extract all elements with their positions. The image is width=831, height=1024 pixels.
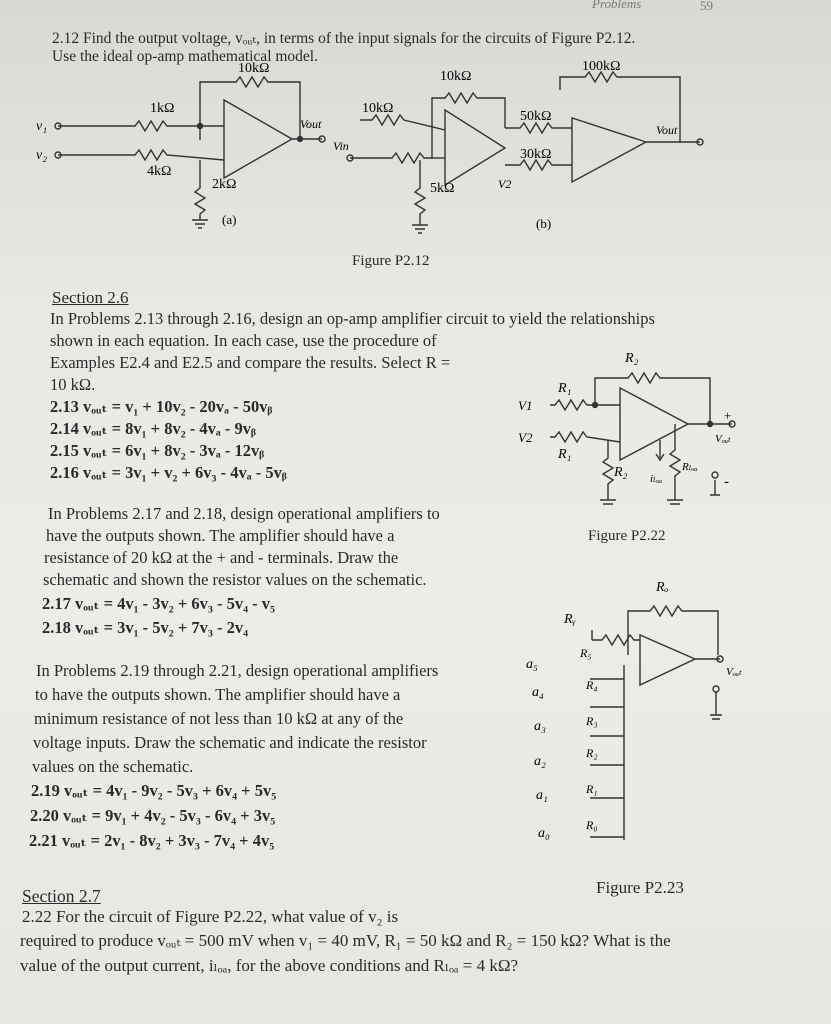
fig222-vout-label: Vₒᵤₜ (715, 433, 731, 445)
fig-b-rin-label: 10kΩ (362, 101, 394, 116)
figure-p2-23 (520, 575, 770, 875)
p217-intro-3: resistance of 20 kΩ at the + and - terminals. Draw the (44, 548, 399, 567)
fig223-input-a1: a₁ (536, 788, 548, 803)
fig-b-vout-label: Vout (656, 123, 678, 137)
fig223-vout-label: Vₒᵤₜ (726, 666, 742, 678)
section-2-7-title: Section 2.7 (22, 886, 101, 906)
fig223-input-a0: a₀ (538, 826, 550, 841)
problem-2-22-line3: value of the output current, iₗₒₐ⁤, for the above conditions and Rₗₒₐ⁤ = 4 kΩ? (20, 956, 519, 975)
fig-b-r30-label: 30kΩ (520, 147, 552, 162)
section-2-6-title: Section 2.6 (52, 288, 129, 307)
equation-2-20: 2.20 vₒᵤₜ = 9v₁ + 4v₂ - 5v₃ - 6v₄ + 3v₅ (30, 806, 276, 825)
equation-2-15: 2.15 vₒᵤₜ = 6v₁ + 8v₂ - 3vₐ - 12vᵦ (50, 441, 265, 460)
fig-a-sublabel: (a) (222, 212, 237, 227)
fig223-rf-label: Rₒ (656, 580, 669, 595)
sec26-intro-1: In Problems 2.13 through 2.16, design an op-amp amplifier circuit to yield the relationships (50, 309, 655, 328)
fig-a-r1-label: 1kΩ (150, 101, 175, 116)
problem-2-22-line1: 2.22 For the circuit of Figure P2.22, what value of v₂ is (22, 907, 399, 926)
fig222-iload-label: iₗₒₐ⁤ (650, 473, 663, 485)
fig222-minus-label: - (724, 474, 729, 490)
fig-b-sublabel: (b) (536, 216, 552, 231)
fig-a-v1-label: v₁ (36, 119, 48, 134)
fig222-v1-label: V1 (518, 398, 533, 413)
equation-2-18: 2.18 vₒᵤₜ = 3v₁ - 5v₂ + 7v₃ - 2v₄ (42, 618, 249, 637)
fig222-rload-label: Rₗₒₐ⁤ (682, 461, 698, 473)
p219-intro-4: voltage inputs. Draw the schematic and indicate the resistor (33, 733, 427, 752)
problem-2-12-line2: Use the ideal op-amp mathematical model. (52, 48, 318, 65)
fig223-ry-label: Rᵧ (564, 612, 576, 627)
fig223-input-a3: a₃ (534, 719, 546, 734)
fig-b-rf1-label: 10kΩ (440, 69, 472, 84)
fig-a-rf-label: 10kΩ (238, 61, 270, 76)
fig-a-vout-label: Vout (300, 117, 322, 131)
fig-a-v2-label: v₂ (36, 148, 48, 163)
fig222-r2b-label: R₂ (614, 465, 628, 480)
figure-p2-12-caption: Figure P2.12 (352, 253, 430, 269)
fig-b-rf2-label: 100kΩ (582, 60, 621, 74)
equation-2-14: 2.14 vₒᵤₜ = 8v₁ + 8v₂ - 4vₐ - 9vᵦ (50, 419, 256, 438)
problem-2-22-line2: required to produce vₒᵤₜ = 500 mV when v₁ = 40 mV, R₁ = 50 kΩ and R₂ = 150 kΩ? What is the (20, 931, 671, 950)
equation-2-13: 2.13 vₒᵤₜ = v₁ + 10v₂ - 20vₐ - 50vᵦ (50, 397, 273, 416)
running-title: Problems (592, 0, 642, 11)
equation-2-19: 2.19 vₒᵤₜ = 4v₁ - 9v₂ - 5v₃ + 6v₄ + 5v₅ (31, 781, 277, 800)
fig223-r3-label: R₃ (586, 714, 598, 728)
sec26-intro-3: Examples E2.4 and E2.5 and compare the results. Select R = (50, 353, 451, 372)
figure-p2-12 (0, 60, 831, 260)
p219-intro-3: minimum resistance of not less than 10 kΩ at any of the (34, 709, 404, 728)
fig222-r1b-label: R₁ (558, 447, 572, 462)
p219-intro-5: values on the schematic. (32, 757, 194, 776)
fig-a-r2-label: 4kΩ (147, 164, 172, 179)
sec26-intro-4: 10 kΩ. (50, 375, 96, 394)
fig222-plus-label: + (724, 408, 732, 423)
fig223-r0-label: R₀ (586, 818, 598, 832)
fig223-r4-label: R₄ (586, 678, 598, 692)
problem-2-12-line1: 2.12 Find the output voltage, vₒᵤₜ, in terms of the input signals for the circuits of Figure P2.12. (52, 30, 636, 47)
fig223-r2-label: R₂ (586, 746, 598, 760)
p217-intro-2: have the outputs shown. The amplifier should have a (46, 526, 395, 545)
fig-b-r50-label: 50kΩ (520, 109, 552, 124)
p217-intro-1: In Problems 2.17 and 2.18, design operational amplifiers to (48, 504, 440, 523)
figure-p2-22 (510, 340, 750, 525)
fig222-r1a-label: R₁ (558, 381, 572, 396)
figure-p2-23-caption: Figure P2.23 (596, 878, 684, 897)
fig222-r2-label: R₂ (625, 351, 639, 366)
fig-b-rg-label: 5kΩ (430, 181, 455, 196)
equation-2-17: 2.17 vₒᵤₜ = 4v₁ - 3v₂ + 6v₃ - 5v₄ - v₅ (42, 594, 275, 613)
p219-intro-1: In Problems 2.19 through 2.21, design operational amplifiers (36, 661, 439, 680)
fig223-r1-label: R₁ (586, 782, 598, 796)
fig222-v2-label: V2 (518, 430, 533, 445)
fig223-r5-label: R₅ (580, 646, 592, 660)
figure-p2-22-caption: Figure P2.22 (588, 528, 666, 544)
fig-a-r3-label: 2kΩ (212, 177, 237, 192)
fig-b-v2-label: V2 (498, 177, 512, 191)
equation-2-16: 2.16 vₒᵤₜ = 3v₁ + v₂ + 6v₃ - 4vₐ - 5vᵦ (50, 463, 287, 482)
p217-intro-4: schematic and shown the resistor values on the schematic. (43, 570, 427, 589)
p219-intro-2: to have the outputs shown. The amplifier should have a (35, 685, 401, 704)
equation-2-21: 2.21 vₒᵤₜ = 2v₁ - 8v₂ + 3v₃ - 7v₄ + 4v₅ (29, 831, 275, 850)
sec26-intro-2: shown in each equation. In each case, use the procedure of (50, 331, 437, 350)
page-number: 59 (700, 0, 713, 13)
fig223-input-a2: a₂ (534, 754, 546, 769)
fig-b-vin-label: Vin (333, 139, 349, 153)
fig223-input-a5: a₅ (526, 657, 538, 672)
fig223-input-a4: a₄ (532, 685, 544, 700)
